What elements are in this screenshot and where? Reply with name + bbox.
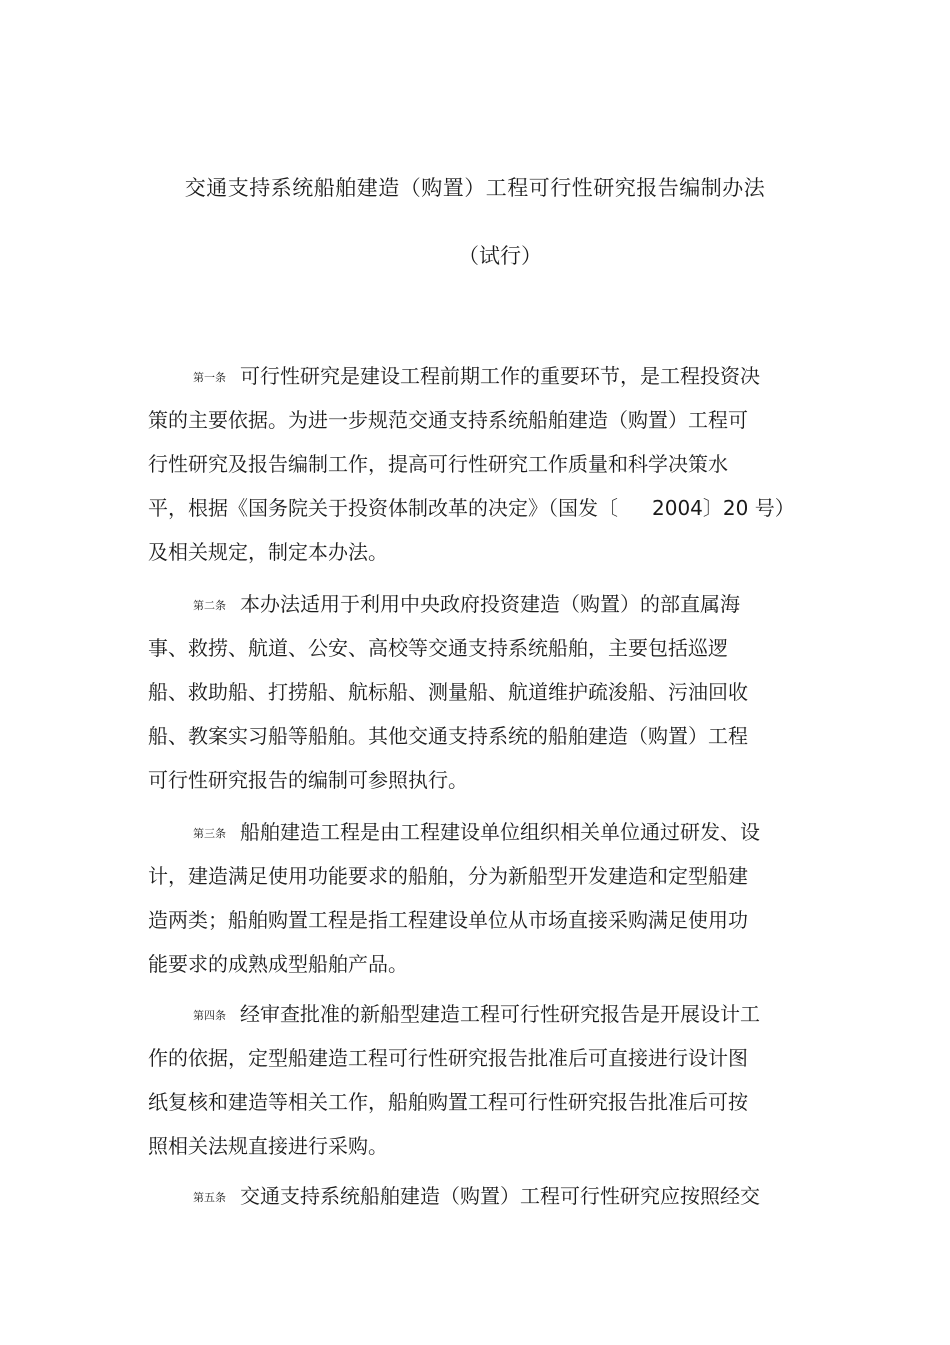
- article-1-line-3: 行性研究及报告编制工作，提高可行性研究工作质量和科学决策水: [148, 452, 728, 476]
- article-2-line-2: 事、救捞、航道、公安、高校等交通支持系统船舶，主要包括巡逻: [148, 636, 728, 660]
- article-1-line-4: [148, 494, 795, 522]
- article-5-line-1: [193, 1182, 760, 1210]
- article-1-line-1: [193, 362, 760, 390]
- article-3-text-1: 船舶建造工程是由工程建设单位组织相关单位通过研发、设: [240, 820, 760, 844]
- article-2-line-3: 船、救助船、打捞船、航标船、测量船、航道维护疏浚船、污油回收: [148, 680, 748, 704]
- article-4-line-4: 照相关法规直接进行采购。: [148, 1134, 388, 1158]
- document-subtitle: （试行）: [458, 244, 542, 268]
- article-3-line-1: [193, 818, 760, 846]
- article-2-line-4: 船、教案实习船等船舶。其他交通支持系统的船舶建造（购置）工程: [148, 724, 748, 748]
- article-3-line-3: 造两类；船舶购置工程是指工程建设单位从市场直接采购满足使用功: [148, 908, 748, 932]
- article-1-label: 第一条: [193, 371, 226, 384]
- article-1-line-2: 策的主要依据。为进一步规范交通支持系统船舶建造（购置）工程可: [148, 408, 748, 432]
- article-4-line-3: 纸复核和建造等相关工作，船舶购置工程可行性研究报告批准后可按: [148, 1090, 748, 1114]
- document-title: 交通支持系统船舶建造（购置）工程可行性研究报告编制办法: [184, 176, 766, 200]
- article-2-line-5: 可行性研究报告的编制可参照执行。: [148, 768, 468, 792]
- article-4-text-1: 经审查批准的新船型建造工程可行性研究报告是开展设计工: [240, 1002, 760, 1026]
- article-2-line-1: [193, 590, 740, 618]
- article-1-text-4a: 平，根据《国务院关于投资体制改革的决定》（国发〔: [148, 496, 618, 520]
- article-1-line-5: 及相关规定，制定本办法。: [148, 540, 388, 564]
- article-3-line-2: 计，建造满足使用功能要求的船舶，分为新船型开发建造和定型船建: [148, 864, 748, 888]
- article-5-text-1: 交通支持系统船舶建造（购置）工程可行性研究应按照经交: [240, 1184, 760, 1208]
- article-1-text-1: 可行性研究是建设工程前期工作的重要环节，是工程投资决: [240, 364, 760, 388]
- article-5-label: 第五条: [193, 1191, 226, 1204]
- article-2-label: 第二条: [193, 599, 226, 612]
- article-1-text-4b: 2004〕20 号）: [652, 496, 795, 520]
- article-3-line-4: 能要求的成熟成型船舶产品。: [148, 952, 408, 976]
- article-4-label: 第四条: [193, 1009, 226, 1022]
- article-4-line-2: 作的依据，定型船建造工程可行性研究报告批准后可直接进行设计图: [148, 1046, 748, 1070]
- article-3-label: 第三条: [193, 827, 226, 840]
- article-2-text-1: 本办法适用于利用中央政府投资建造（购置）的部直属海: [240, 592, 740, 616]
- article-4-line-1: [193, 1000, 760, 1028]
